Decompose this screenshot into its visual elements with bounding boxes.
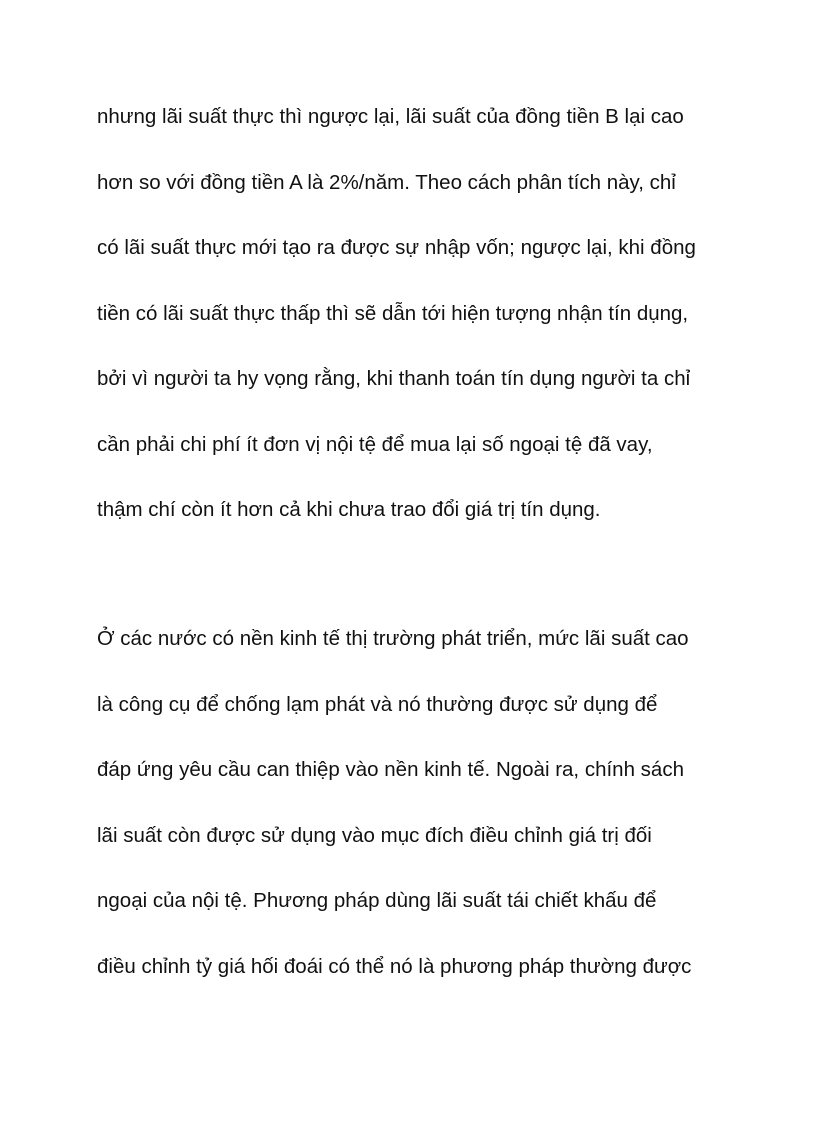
paragraph-1 xyxy=(97,98,737,557)
paragraph-2 xyxy=(97,620,737,1013)
text-line: hơn so với đồng tiền A là 2%/năm. Theo cách phân tích này, chỉ xyxy=(97,170,676,194)
text-line: Ở các nước có nền kinh tế thị trường phát triển, mức lãi suất cao xyxy=(97,627,689,650)
text-line: là công cụ để chống lạm phát và nó thường được sử dụng để xyxy=(97,692,658,716)
text-line: đáp ứng yêu cầu can thiệp vào nền kinh tế. Ngoài ra, chính sách xyxy=(97,758,684,781)
text-line: ngoại của nội tệ. Phương pháp dùng lãi suất tái chiết khấu để xyxy=(97,889,657,912)
text-line: lãi suất còn được sử dụng vào mục đích điều chỉnh giá trị đối xyxy=(97,823,652,847)
text-line: cần phải chi phí ít đơn vị nội tệ để mua lại số ngoại tệ đã vay, xyxy=(97,432,653,456)
text-line: tiền có lãi suất thực thấp thì sẽ dẫn tới hiện tượng nhận tín dụng, xyxy=(97,301,689,325)
text-line: điều chỉnh tỷ giá hối đoái có thể nó là phương pháp thường được xyxy=(97,954,692,978)
text-line: nhưng lãi suất thực thì ngược lại, lãi suất của đồng tiền B lại cao xyxy=(97,105,684,128)
text-line: bởi vì người ta hy vọng rằng, khi thanh toán tín dụng người ta chỉ xyxy=(97,367,691,390)
text-line: có lãi suất thực mới tạo ra được sự nhập vốn; ngược lại, khi đồng xyxy=(97,236,696,259)
text-line: thậm chí còn ít hơn cả khi chưa trao đổi giá trị tín dụng. xyxy=(97,498,601,521)
